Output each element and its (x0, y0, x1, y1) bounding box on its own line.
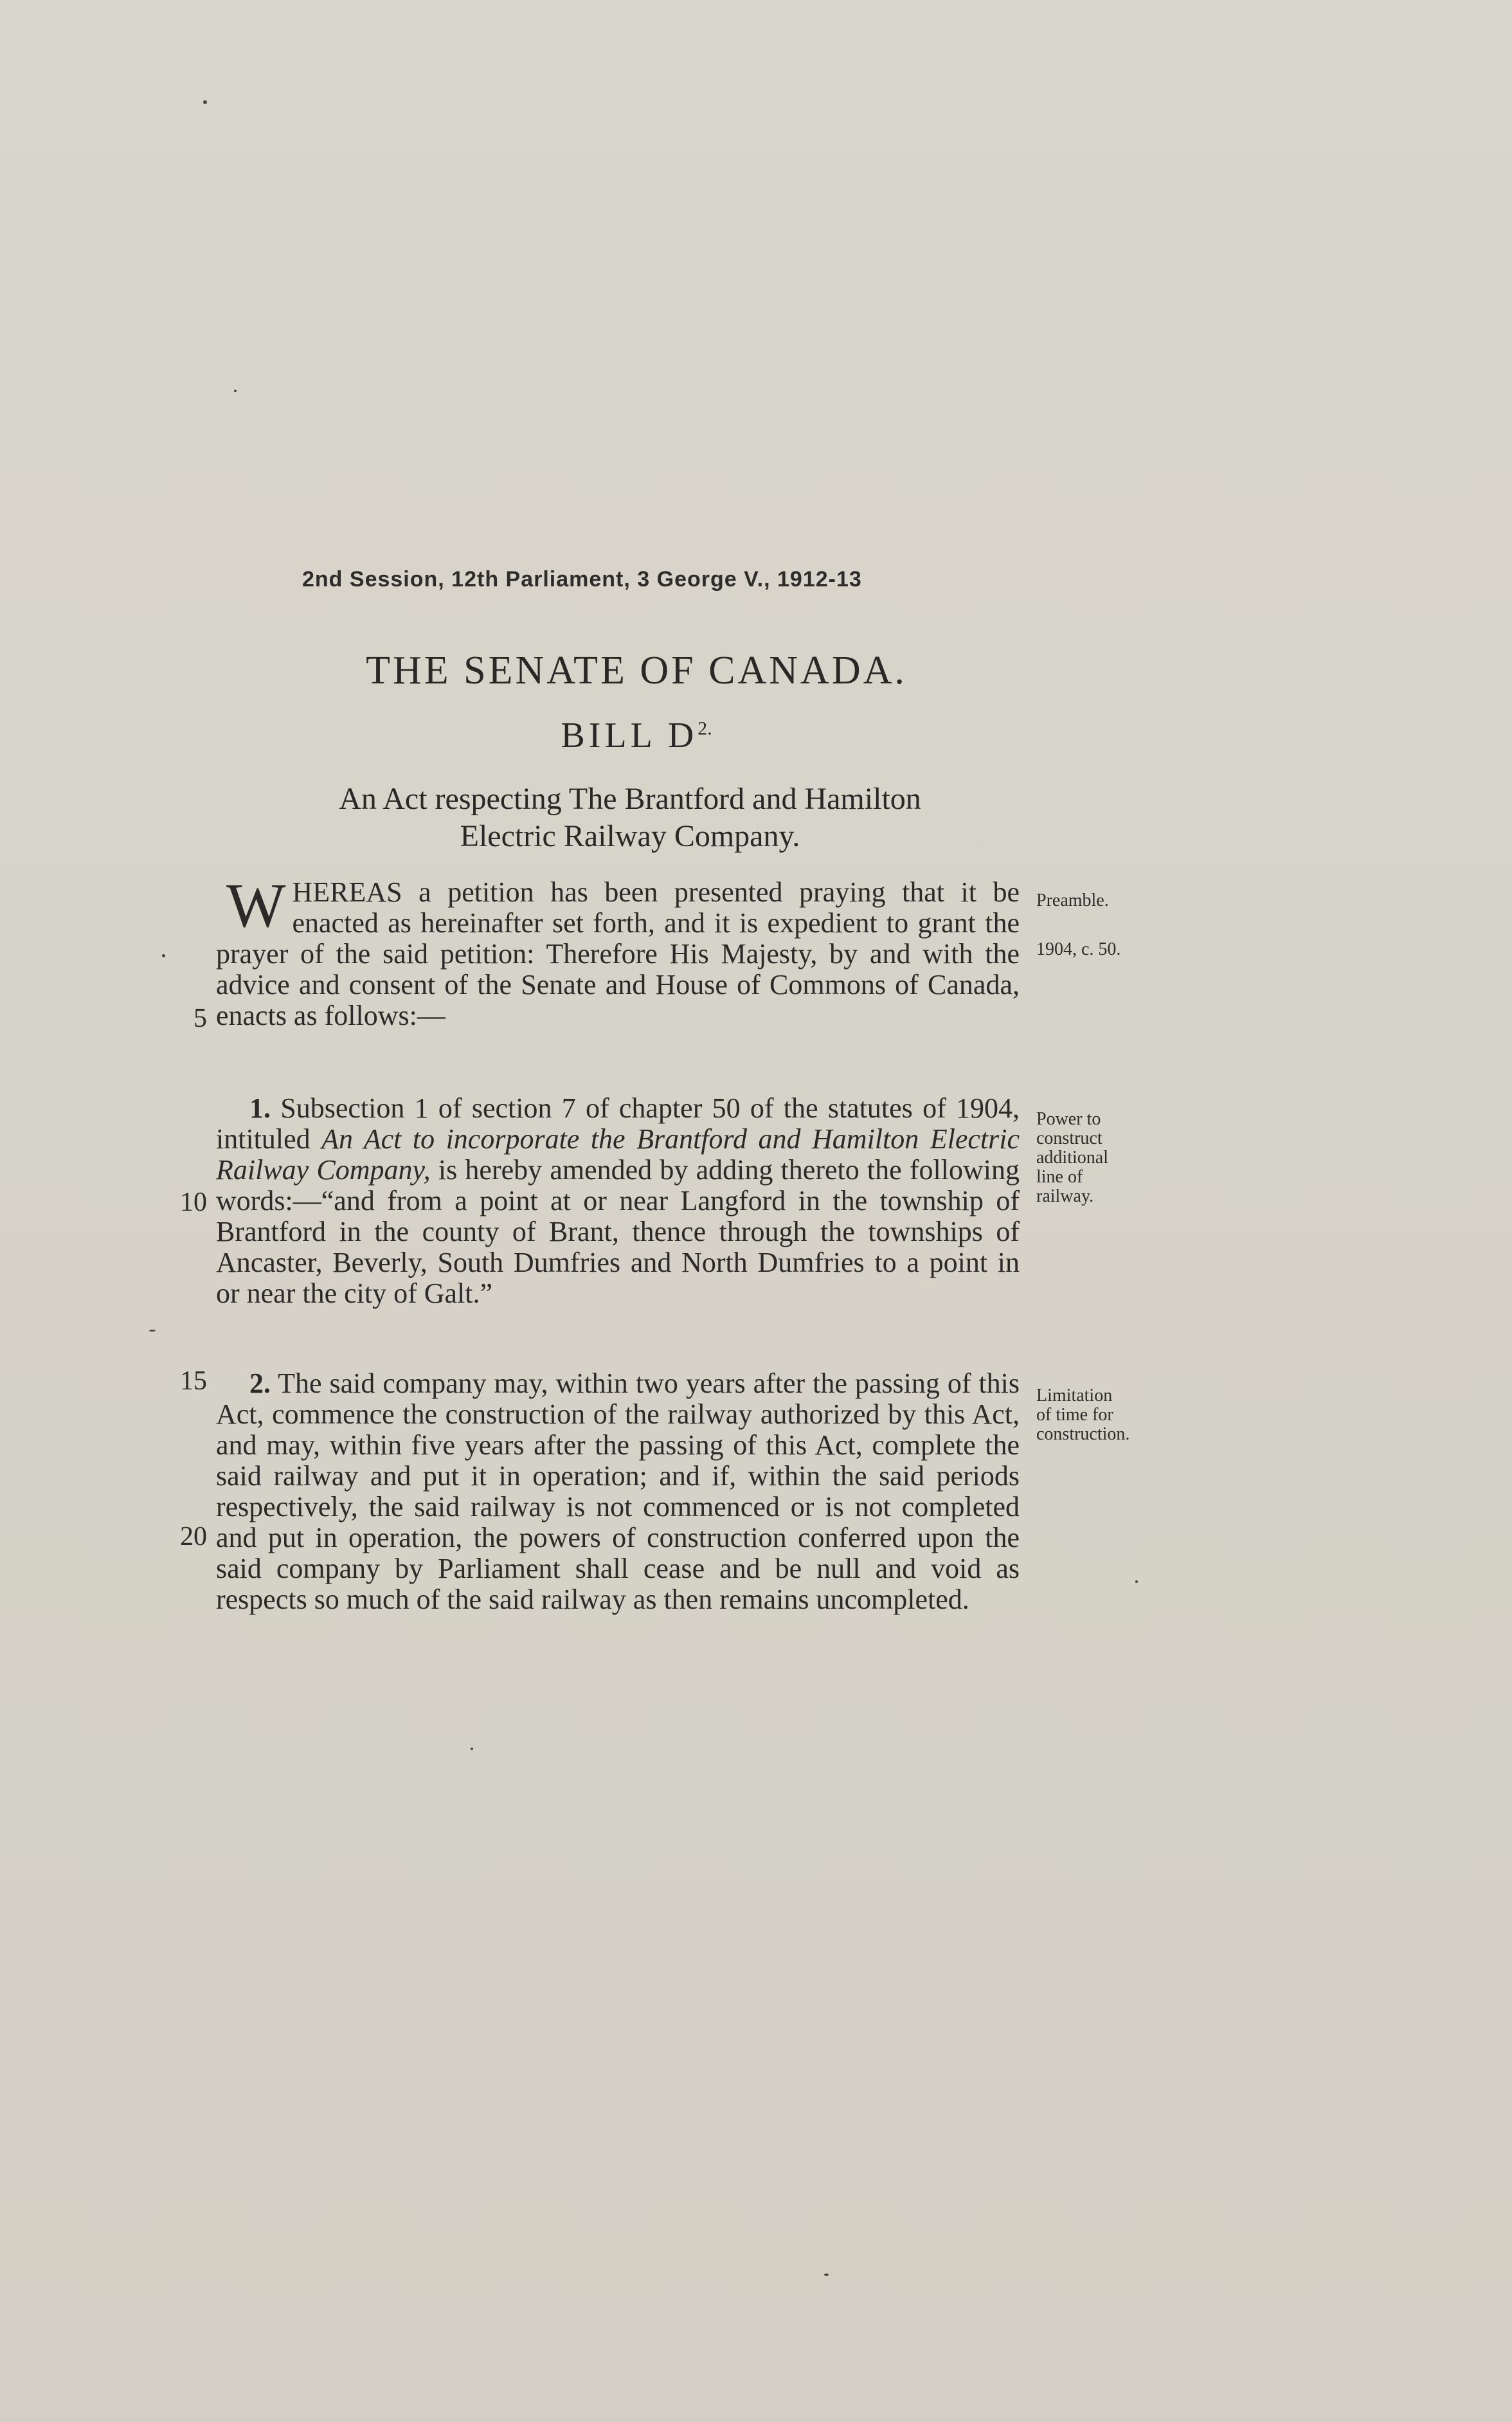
session-header: 2nd Session, 12th Parliament, 3 George V., 1912-13 (302, 567, 862, 592)
preamble-paragraph (216, 871, 1020, 1031)
section-2-text: The said company may, within two years after the passing of this Act, commence the construction of the railway authorized by this Act, and may, within five years after the passing of this Act, complete the said railway and put it in operation; and if, within the said periods respectively, the said railway is not commenced or is not completed and put in operation, the powers of construction conferred upon the said company by Parliament shall cease and be null and void as respects so much of the said railway as then remains uncompleted. (216, 1368, 1020, 1615)
paper-speck (162, 954, 165, 957)
section-2-number: 2. (249, 1368, 271, 1399)
paper-speck (234, 390, 237, 392)
margin-note-power-line: line of (1036, 1167, 1083, 1187)
paper-speck (203, 100, 207, 104)
margin-note-power-line: construct (1036, 1128, 1102, 1148)
margin-note-power-line: additional (1036, 1148, 1108, 1168)
paper-speck (471, 1748, 473, 1750)
bill-number (231, 715, 1041, 756)
bill-superscript: 2. (698, 718, 712, 739)
drop-cap: W (226, 871, 286, 941)
margin-note-statute: 1904, c. 50. (1036, 939, 1121, 959)
section-1-paragraph (216, 1093, 1020, 1309)
section-1-text-after: is hereby amended by adding thereto the following words:—“and from a point at or near Langford in the township of Brantford in the county of Brant, thence through the townships of Ancaster, Beverly, South Dumfries and North Dumfries to a point in or near the city of Galt.” (216, 1154, 1020, 1309)
line-number-5: 5 (194, 1004, 207, 1033)
margin-note-power (1036, 1110, 1191, 1206)
margin-note-preamble: Preamble. (1036, 890, 1109, 910)
paper-speck (1135, 1580, 1138, 1583)
margin-note-limitation-line: of time for (1036, 1405, 1113, 1425)
section-1-text-before: Subsection 1 of section 7 of chapter 50 of the statutes of 1904, intituled (216, 1092, 1020, 1155)
paper-speck (824, 2273, 829, 2276)
preamble-text: HEREAS a petition has been presented praying that it be enacted as hereinafter set forth, and it is expedient to grant the prayer of the said petition: Therefore His Majesty, by and with the advice and consent of the Senate and House of Commons of Canada, enacts as follows:— (216, 876, 1020, 1031)
act-title (244, 781, 1016, 855)
act-title-line-1: An Act respecting The Brantford and Hamilton (339, 782, 921, 816)
line-number-20: 20 (180, 1522, 207, 1551)
margin-note-limitation-line: construction. (1036, 1424, 1130, 1444)
margin-note-limitation (1036, 1386, 1191, 1444)
margin-note-power-line: railway. (1036, 1186, 1094, 1206)
document-title: THE SENATE OF CANADA. (366, 649, 907, 692)
section-1-italic-title: An Act to incorporate the Brantford and Hamilton Electric Railway Company, (216, 1123, 1020, 1186)
margin-note-limitation-line: Limitation (1036, 1386, 1113, 1405)
section-2-paragraph (216, 1368, 1020, 1615)
bill-label: BILL D (561, 716, 698, 755)
line-number-15: 15 (180, 1366, 207, 1396)
line-number-10: 10 (180, 1188, 207, 1217)
paper-speck (149, 1330, 156, 1332)
act-title-line-2: Electric Railway Company. (460, 819, 800, 853)
section-1-number: 1. (249, 1092, 271, 1124)
margin-note-power-line: Power to (1036, 1109, 1101, 1129)
